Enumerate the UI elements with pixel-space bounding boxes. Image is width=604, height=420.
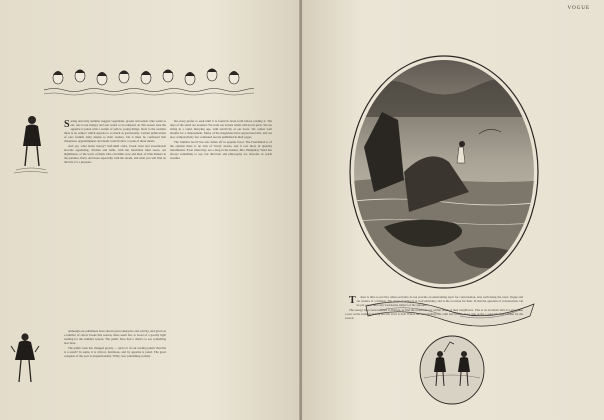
left-column-1-text xyxy=(64,120,166,166)
drop-cap: T xyxy=(349,295,356,306)
paragraph: pring and early summer suggest vegetables, greens and salads. One wants to eat, one is not hungry and one wants to be tempted. At this season tone the appetite is jaded with a surfeit of yellow young things. Next to the weather there is no subject which appeals to so much as gastronomy. Certain publications of ours furnish daily menus to their readers, but it must be confessed that cheapness, appetizingness and death would follow a week of these meals. xyxy=(64,119,166,143)
paragraph: Although our publishers have shown great enterprise and activity, and given us a number of clever books this season, there seem few to boast of a goodly light reading for the summer season. The public have had a chance to see something new here. xyxy=(64,329,166,345)
paragraph: but-every-prefer to seek until it is found in book form before reading it. The days of the serial are doomed. We want our stories whole and not in parts. We are living in a rapid, hurrying age, with electricity at our bows. We cannot wait months for a denouement. Many of the magazines have appreciated this, and are now comparatively few continued novels published in their pages. xyxy=(170,119,272,139)
swimming-heads-illustration xyxy=(44,60,254,100)
left-column-2-text xyxy=(170,120,272,162)
paragraph: here is time to not live where servants do not provide an entertaining topic for conversation, and, each being the town, Vogue and set readers of a fashion. The range of subjects is overwhelming, and is the occasion for their. In this the question of conversation can be put a new and very wearisome subject of the question. xyxy=(356,295,523,307)
left-page xyxy=(0,0,300,420)
paragraph: The 'number novel' has also fallen off in popular favor. The Frenchman is of the opinion there is no lack of 'lively' stories, and it cost more in quantity installments. Even when they are a drug in the market, Mrs. Humphrey Ward has always something to say, but direction and philosophy are tiresome in warm weather. xyxy=(170,140,272,160)
paragraph: The energy have been induced to Europe, to find the mountain-top within reach of their neighbours. This is an excellent time for all to take a rest, as the summer is long and the town is dull. Where the surroundings are calm and restful, those who prefer a quiet life find a home for the season. xyxy=(345,308,523,321)
right-column-text xyxy=(345,296,523,322)
paragraph: The public taste has changed greatly — and is it of our reading public that this is a result? In some, it is critical, fastidious, and by appetite is jaded. The great conquest of the year is unquestionably Trilby, now publishing serially. xyxy=(64,346,166,358)
seaside-oval-engraving xyxy=(344,52,544,292)
bather-figure-illustration xyxy=(14,112,48,176)
second-bather-figure-illustration xyxy=(10,330,40,390)
drop-cap: S xyxy=(64,119,70,130)
running-head: VOGUE xyxy=(567,6,590,11)
left-column-1-lower-text xyxy=(64,330,166,360)
paragraph: And yet, what better luxury? Soft-shell crabs, brook trout and sweetbreads become appetizing, chicken and lamb, with the inevitable mint sauce, are nightmares, or the worst of them. One can think, now and then, of little dinners in the parishes, Paris, and more especially with the salads, and what you will find on the bill; it's a pleasure. xyxy=(64,143,166,164)
